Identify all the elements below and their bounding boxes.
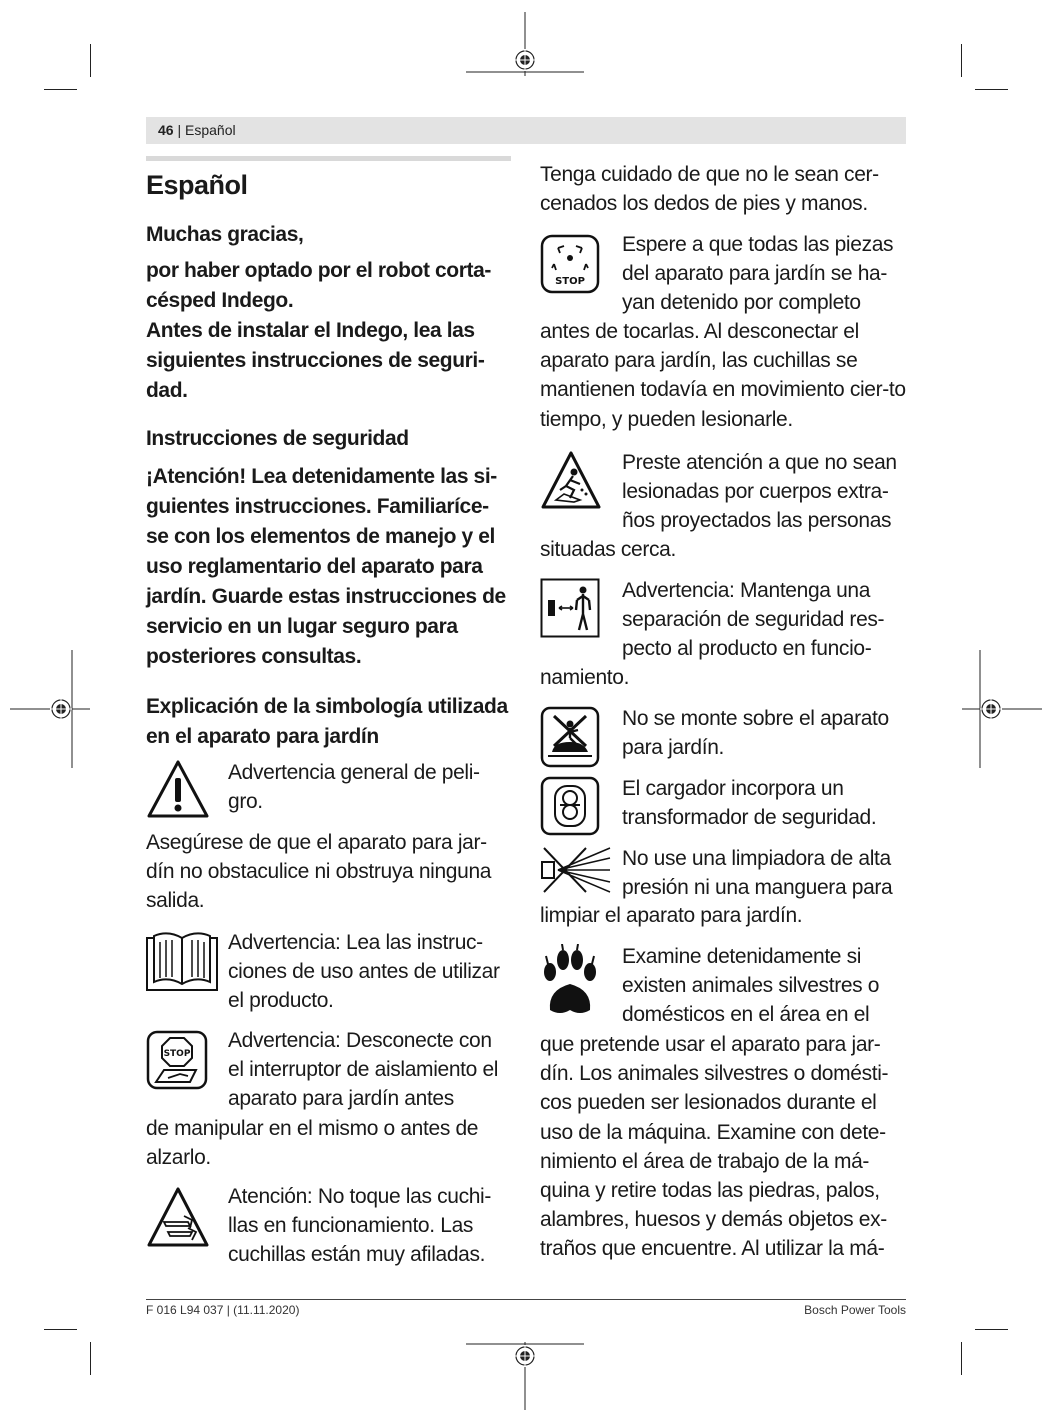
footer-rule (146, 1299, 906, 1300)
symbol-row-wait (540, 230, 906, 320)
safety-heading: Instrucciones de seguridad (146, 427, 409, 450)
stop-disconnect-icon (146, 1030, 210, 1090)
safety-distance-icon (540, 578, 600, 638)
symbol-manual-text: Advertencia: Lea las instruc-ciones de uso antes de utilizar el producto. (228, 931, 500, 1013)
header-section: Español (185, 122, 236, 138)
symbol-row-blades (146, 1182, 512, 1272)
symbol-wait-text-cont: antes de tocarlas. Al desconectar el aparato para jardín, las cuchillas se mantienen todavía en movimiento cier-to tiempo, y pueden lesionarle. (540, 320, 906, 431)
footer-doc-code: F 016 L94 037 | (11.11.2020) (146, 1303, 300, 1317)
symbol-animals-text: Examine detenidamente si existen animales silvestres o domésticos en el área en el (622, 945, 880, 1027)
crop-mark (975, 1329, 1008, 1330)
fingers-warning-text: Tenga cuidado de que no le sean cer-cenados los dedos de pies y manos. (540, 163, 879, 216)
symbol-row-stop (146, 1026, 512, 1116)
section-rule (146, 156, 511, 161)
symbol-animals-text-cont: que pretende usar el aparato para jar-dín. Los animales silvestres o domésti-cos pueden ser lesionados durante el uso de la máquina. Examine con dete-nimiento el área de trabajo de la má-quina y retire todas las piedras, palos, alambres, huesos y demás objetos ex-traños que encuentre. Al utilizar la má- (540, 1033, 889, 1261)
svg-text:STOP: STOP (555, 276, 585, 287)
page-number: 46 (158, 122, 174, 138)
thanks-line-3: Antes de instalar el Indego, lea las siguientes instrucciones de seguri-dad. (146, 319, 485, 402)
symbol-wait-text: Espere a que todas las piezas del aparato para jardín se ha-yan detenido por completo (622, 233, 894, 315)
thanks-line-1: Muchas gracias, (146, 223, 304, 246)
no-riding-icon (540, 706, 600, 768)
crop-mark (44, 89, 77, 90)
registration-mark-top (466, 12, 586, 76)
registration-mark-left (10, 650, 90, 770)
symbol-row-manual (146, 928, 512, 1018)
thanks-line-2: por haber optado por el robot corta-césped Indego. (146, 259, 491, 312)
registration-mark-bottom (466, 1342, 586, 1412)
blades-warning-icon (146, 1186, 210, 1250)
symbol-row-ride (540, 704, 906, 774)
symbol-distance-text-cont: namiento. (540, 666, 630, 689)
registration-mark-right (962, 650, 1042, 770)
symbol-stop-text: Advertencia: Desconecte con el interruptor de aislamiento el aparato para jardín antes (228, 1029, 499, 1111)
symbol-row-distance (540, 576, 906, 666)
safety-transformer-icon (540, 776, 600, 836)
symbol-ride-text: No se monte sobre el aparato para jardín. (622, 707, 889, 760)
svg-text:STOP: STOP (163, 1049, 191, 1059)
crop-mark (961, 44, 962, 77)
crop-mark (90, 1342, 91, 1375)
crop-mark (44, 1329, 77, 1330)
symbol-wash-text-cont: limpiar el aparato para jardín. (540, 904, 803, 927)
crop-mark (975, 89, 1008, 90)
no-pressure-washer-icon (540, 844, 612, 896)
page-title: Español (146, 170, 248, 200)
symbol-row-animals (540, 942, 906, 1032)
symbol-stop-text-cont: de manipular en el mismo o antes de alzarlo. (146, 1117, 479, 1170)
crop-mark (961, 1342, 962, 1375)
symbol-wash-text: No use una limpiadora de alta presión ni una manguera para (622, 847, 893, 900)
symbols-heading: Explicación de la simbología utilizada en el aparato para jardín (146, 695, 508, 748)
safety-text: ¡Atención! Lea detenidamente las si-guientes instrucciones. Familiaríce-se con los elementos de manejo y el uso reglamentario del aparato para jardín. Guarde estas instrucciones de servicio en un lugar seguro para posteriores consultas. (146, 465, 506, 668)
symbol-blades-text: Atención: No toque las cuchi-llas en funcionamiento. Las cuchillas están muy afiladas. (228, 1185, 492, 1267)
symbol-charger-text: El cargador incorpora un transformador de seguridad. (622, 777, 877, 830)
symbol-objects-text-cont: situadas cerca. (540, 538, 676, 561)
footer-brand: Bosch Power Tools (804, 1303, 906, 1317)
crop-mark (90, 44, 91, 77)
exit-text: Asegúrese de que el aparato para jar-dín no obstaculice ni obstruya ninguna salida. (146, 831, 492, 913)
symbol-row-objects (540, 448, 906, 538)
symbol-row-charger (540, 774, 906, 844)
symbol-distance-text: Advertencia: Mantenga una separación de seguridad res-pecto al producto en funcio- (622, 579, 885, 661)
symbol-objects-text: Preste atención a que no sean lesionadas por cuerpos extra-ños proyectados las personas (622, 451, 897, 533)
symbol-row-warning (146, 758, 512, 828)
page-header: 46 | Español (146, 117, 906, 144)
paw-print-icon (540, 944, 600, 1020)
wait-stop-icon (540, 234, 600, 294)
thrown-objects-icon (540, 450, 602, 512)
warning-triangle-icon (146, 758, 210, 822)
symbol-warning-text: Advertencia general de peli-gro. (228, 761, 480, 814)
read-manual-icon (146, 930, 218, 992)
